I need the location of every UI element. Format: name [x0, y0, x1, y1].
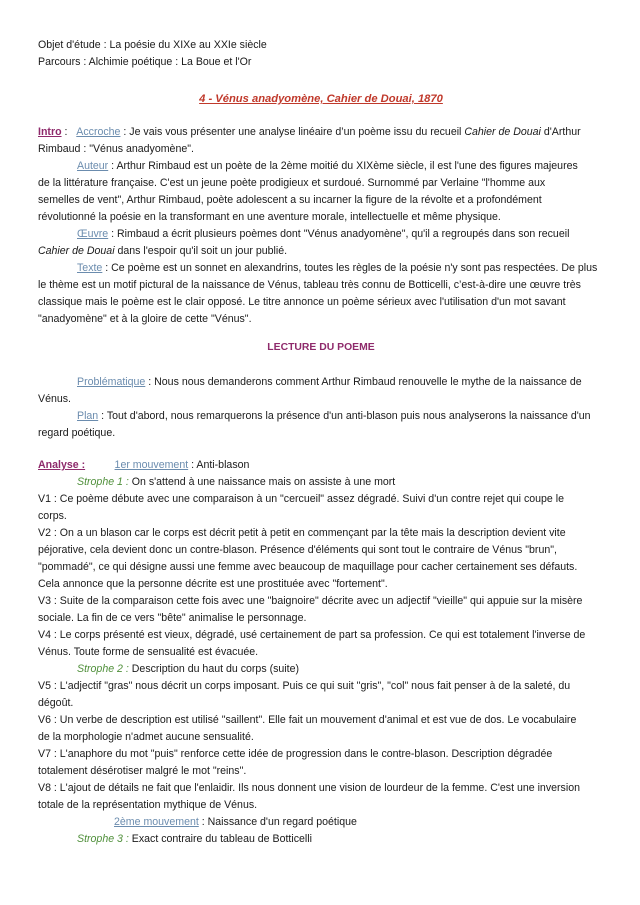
analyse-label: Analyse : — [38, 459, 86, 471]
strophe2-text: Description du haut du corps (suite) — [128, 663, 300, 675]
document-title: 4 - Vénus anadyomène, Cahier de Douai, 1870 — [199, 93, 443, 105]
accroche-book-title: Cahier de Douai — [464, 126, 541, 138]
v2-line-3: "pommadé", ce qui désigne aussi une femme avec beaucoup de maquillage pour cacher certainement ses défauts. — [38, 561, 578, 573]
accroche-line-2: Rimbaud : "Vénus anadyomène". — [38, 143, 194, 155]
texte-line-3: classique mais le poème est le clair opposé. Le titre annonce un poème sérieux avec l'utilisation d'un mot savant — [38, 296, 566, 308]
oeuvre-label: Œuvre — [77, 228, 109, 240]
texte-text: : Ce poème est un sonnet en alexandrins, toutes les règles de la poésie n'y sont pas respectées. De plus — [102, 262, 598, 274]
strophe1-text: On s'attend à une naissance mais on assiste à une mort — [128, 476, 396, 488]
auteur-label: Auteur — [77, 160, 109, 172]
auteur-line-2: de la littérature française. C'est un jeune poète prodigieux et surdoué. Surnommé par Verlaine "l'homme aux — [38, 177, 546, 189]
mouvement2-line — [114, 814, 357, 831]
analyse-line — [38, 457, 249, 474]
v2-line-4: Cela annonce que la personne décrite est une prostituée avec "fortement". — [38, 578, 388, 590]
intro-colon: : — [61, 126, 68, 138]
header-line-parcours: Parcours : Alchimie poétique : La Boue et l'Or — [38, 56, 252, 68]
v8-line-2: totale de la représentation mythique de Vénus. — [38, 799, 258, 811]
intro-label: Intro — [38, 126, 62, 138]
oeuvre-book-title: Cahier de Douai — [38, 245, 115, 257]
strophe3-line — [77, 831, 312, 848]
problematique-line-1 — [77, 374, 582, 391]
v2-line-2: péjorative, cela devient donc un contre-blason. Présence d'éléments qui sont tout le contraire de Vénus "brun", — [38, 544, 557, 556]
oeuvre-line-2 — [38, 243, 287, 260]
v4-line-2: Vénus. Toute forme de sensualité est évacuée. — [38, 646, 259, 658]
oeuvre-line-1 — [77, 226, 569, 243]
problematique-text: : Nous nous demanderons comment Arthur Rimbaud renouvelle le mythe de la naissance de — [145, 376, 582, 388]
auteur-line-1 — [77, 158, 578, 175]
texte-line-1 — [77, 260, 597, 277]
problematique-label: Problématique — [77, 376, 146, 388]
oeuvre-text-2: dans l'espoir qu'il soit un jour publié. — [114, 245, 288, 257]
v1-line-2: corps. — [38, 510, 67, 522]
plan-line-1 — [77, 408, 591, 425]
strophe3-label: Strophe 3 : — [77, 833, 129, 845]
texte-line-2: le thème est un motif pictural de la naissance de Vénus, tableau très connu de Botticelli, c’est-à-dire une œuvre très — [38, 279, 581, 291]
texte-line-4: "anadyomène" et à la gloire de cette "Vénus". — [38, 313, 252, 325]
accroche-text-end: d'Arthur — [540, 126, 581, 138]
strophe2-line — [77, 661, 299, 678]
plan-label: Plan — [77, 410, 99, 422]
intro-accroche-line — [38, 124, 581, 141]
v6-line-2: de la morphologie n'admet aucune sensualité. — [38, 731, 254, 743]
auteur-text: : Arthur Rimbaud est un poète de la 2ème moitié du XIXème siècle, il est l'une des figures majeures — [108, 160, 578, 172]
v7-line-1: V7 : L'anaphore du mot "puis" renforce cette idée de progression dans le contre-blason. Description dégradée — [38, 748, 553, 760]
mouvement1-text: : Anti-blason — [188, 459, 250, 471]
problematique-line-2: Vénus. — [38, 393, 71, 405]
v1-line-1: V1 : Ce poème débute avec une comparaison à un "cercueil" assez dégradé. Suivi d'un contre rejet qui coupe le — [38, 493, 565, 505]
mouvement2-text: : Naissance d'un regard poétique — [198, 816, 357, 828]
v2-line-1: V2 : On a un blason car le corps est décrit petit à petit en commençant par la tête mais la description devient vite — [38, 527, 566, 539]
header-line-objet: Objet d'étude : La poésie du XIXe au XXIe siècle — [38, 39, 267, 51]
auteur-line-3: semelles de vent", Arthur Rimbaud, poète adolescent a su incarner la figure de la révolte et a profondément — [38, 194, 542, 206]
v3-line-1: V3 : Suite de la comparaison cette fois avec une "baignoire" décrite avec un adjectif "vieille" qui appuie sur la misère — [38, 595, 583, 607]
plan-line-2: regard poétique. — [38, 427, 116, 439]
oeuvre-text: : Rimbaud a écrit plusieurs poèmes dont "Vénus anadyomène", qu'il a regroupés dans son recueil — [108, 228, 570, 240]
mouvement2-label: 2ème mouvement — [114, 816, 199, 828]
texte-label: Texte — [77, 262, 103, 274]
strophe1-line — [77, 474, 395, 491]
v6-line-1: V6 : Un verbe de description est utilisé "saillent". Elle fait un mouvement d'animal et est vue de dos. Le vocabulaire — [38, 714, 577, 726]
strophe3-text: Exact contraire du tableau de Botticelli — [128, 833, 312, 845]
mouvement1-label: 1er mouvement — [114, 459, 189, 471]
v7-line-2: totalement désérotiser malgré le mot "reins". — [38, 765, 247, 777]
plan-text: : Tout d'abord, nous remarquerons la présence d'un anti-blason puis nous analyserons la naissance d'un — [98, 410, 591, 422]
auteur-line-4: révolutionné la poésie en la transformant en une aventure morale, intellectuelle et même physique. — [38, 211, 501, 223]
v3-line-2: sociale. La fin de ce vers "bête" animalise le personnage. — [38, 612, 307, 624]
v4-line-1: V4 : Le corps présenté est vieux, dégradé, usé certainement de part sa profession. Ce qui est totalement l'inverse de — [38, 629, 586, 641]
v8-line-1: V8 : L'ajout de détails ne fait que l'enlaidir. Ils nous donnent une vision de lourdeur de la femme. C'est une inversion — [38, 782, 580, 794]
accroche-label: Accroche — [76, 126, 121, 138]
accroche-text: : Je vais vous présenter une analyse linéaire d’un poème issu du recueil — [120, 126, 465, 138]
strophe1-label: Strophe 1 : — [77, 476, 129, 488]
v5-line-2: dégoût. — [38, 697, 74, 709]
strophe2-label: Strophe 2 : — [77, 663, 129, 675]
v5-line-1: V5 : L'adjectif "gras" nous décrit un corps imposant. Puis ce qui suit "gris", "col" nous fait penser à de la saleté, du — [38, 680, 571, 692]
lecture-heading: LECTURE DU POEME — [267, 342, 375, 353]
